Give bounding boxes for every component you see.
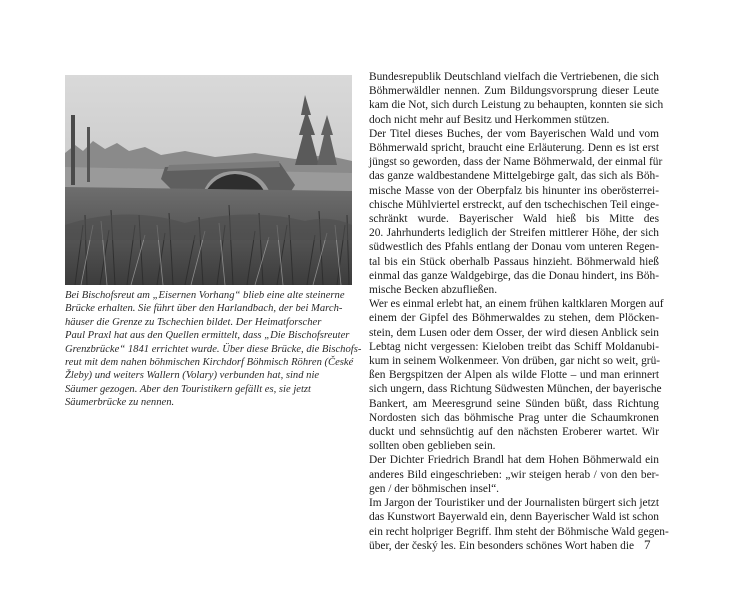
body-line: ßen Bergspitzen der Alpen als wilde Flotte – und man erinnert xyxy=(369,369,659,382)
caption-line: Paul Praxl hat aus den Quellen ermittelt, dass „Die Bischofsreuter xyxy=(65,330,350,342)
body-line: Im Jargon der Touristiker und der Journalisten bürgert sich jetzt xyxy=(369,497,659,510)
body-line: Böhmerwäldler nennen. Zum Bildungsvorsprung dieser Leute xyxy=(369,85,659,98)
body-line: das ganze waldbestandene Mittelgebirge galt, das sich als Böh- xyxy=(369,170,659,183)
body-line: ein recht holpriger Begriff. Ihm steht der Böhmische Wald gegen- xyxy=(369,525,669,538)
body-line: Lebtag nicht vergessen: Kieloben treibt das Schiff Moldanubi- xyxy=(369,340,659,353)
body-line: duckt und sehnsüchtig auf den nächsten Eroberer wartet. Wir xyxy=(369,426,659,439)
body-line: jüngst so geworden, dass der Name Böhmerwald, der einmal für xyxy=(369,156,663,169)
body-line: mische Becken abzufließen. xyxy=(369,284,498,297)
bridge-photo-image xyxy=(65,75,352,285)
body-line: einem der Gipfel des Böhmerwaldes zu stehen, dem Plöcken- xyxy=(369,312,659,325)
body-line: kam die Not, sich durch Leistung zu behaupten, konnten sie sich xyxy=(369,99,664,112)
caption-line: Säumer gezogen. Aber den Touristikern gefällt es, sie jetzt xyxy=(65,383,311,395)
body-line: mische Masse von der Oberpfalz bis hinunter ins oberösterrei- xyxy=(369,184,659,197)
page-number: 7 xyxy=(644,537,651,552)
body-line: kum in seinem Wolkenmeer. Von drüben, gar nicht so weit, grü- xyxy=(369,355,661,368)
body-line: Bundesrepublik Deutschland vielfach die Vertriebenen, die sich xyxy=(369,71,659,83)
body-line: sich ungern, dass Richtung Südwesten München, der bayerische xyxy=(369,383,662,396)
body-line: doch nicht mehr auf Besitz und Herkommen stützen. xyxy=(369,113,610,126)
body-line: schränkt wurde. Bayerischer Wald hieß bis Mitte des xyxy=(369,213,659,226)
body-line: sollten oben geblieben sein. xyxy=(369,440,496,453)
body-line: südwestlich des Pfahls entlang der Donau vom unteren Regen- xyxy=(369,241,659,254)
body-text xyxy=(369,70,669,553)
caption-line: Grenzbrücke“ 1841 errichtet wurde. Über diese Brücke, die Bischofs- xyxy=(65,343,362,355)
body-line: gen / der böhmischen insel“. xyxy=(369,482,500,495)
caption-line: häuser die Grenze zu Tschechien bildet. Der Heimatforscher xyxy=(65,316,322,328)
bridge-photo xyxy=(65,75,352,285)
caption-line: Brücke erhalten. Sie führt über den Harlandbach, der bei March- xyxy=(65,303,343,315)
photo-caption xyxy=(65,289,362,410)
body-line: Der Titel dieses Buches, der vom Bayerischen Wald und vom xyxy=(369,127,659,140)
body-line: über, der český les. Ein besonders schönes Wort haben die xyxy=(369,539,635,552)
body-line: Nordosten sich das böhmische Prag unter die Schaumkronen xyxy=(369,411,659,424)
body-line: chische Mühlviertel erstreckt, auf den tschechischen Teil einge- xyxy=(369,198,659,211)
body-line: Der Dichter Friedrich Brandl hat dem Hohen Böhmerwald ein xyxy=(369,454,659,467)
body-line: 20. Jahrhunderts lediglich der Streifen mittlerer Höhe, der sich xyxy=(369,227,659,240)
caption-line: reut mit dem nahen böhmischen Kirchdorf Böhmisch Röhren (České xyxy=(65,357,354,369)
body-line: Bankert, am Meeresgrund seine Sünden büßt, dass Richtung xyxy=(369,397,659,410)
caption-line: Žleby) und weiters Wallern (Volary) verbunden hat, sind nie xyxy=(65,370,320,382)
body-line: Wer es einmal erlebt hat, an einem frühen kaltklaren Morgen auf xyxy=(369,298,664,311)
body-line: Böhmerwald spricht, braucht eine Erläuterung. Denn es ist erst xyxy=(369,142,659,155)
caption-line: Bei Bischofsreut am „Eisernen Vorhang“ blieb eine alte steinerne xyxy=(65,290,345,301)
body-line: stein, dem Lusen oder dem Osser, der wird diesen Anblick sein xyxy=(369,326,659,339)
body-line: tal bis ein Stück oberhalb Passaus hinzieht. Böhmerwald hieß xyxy=(369,255,659,268)
body-line: das Kunstwort Bayerwald ein, denn Bayerischer Wald ist schon xyxy=(369,511,659,524)
body-line: anderes Bild eingeschrieben: „wir steigen herab / von den ber- xyxy=(369,468,659,481)
caption-line: Säumerbrücke zu nennen. xyxy=(65,397,175,409)
body-line: einmal das ganze Waldgebirge, das die Donau hindert, ins Böh- xyxy=(369,269,659,282)
